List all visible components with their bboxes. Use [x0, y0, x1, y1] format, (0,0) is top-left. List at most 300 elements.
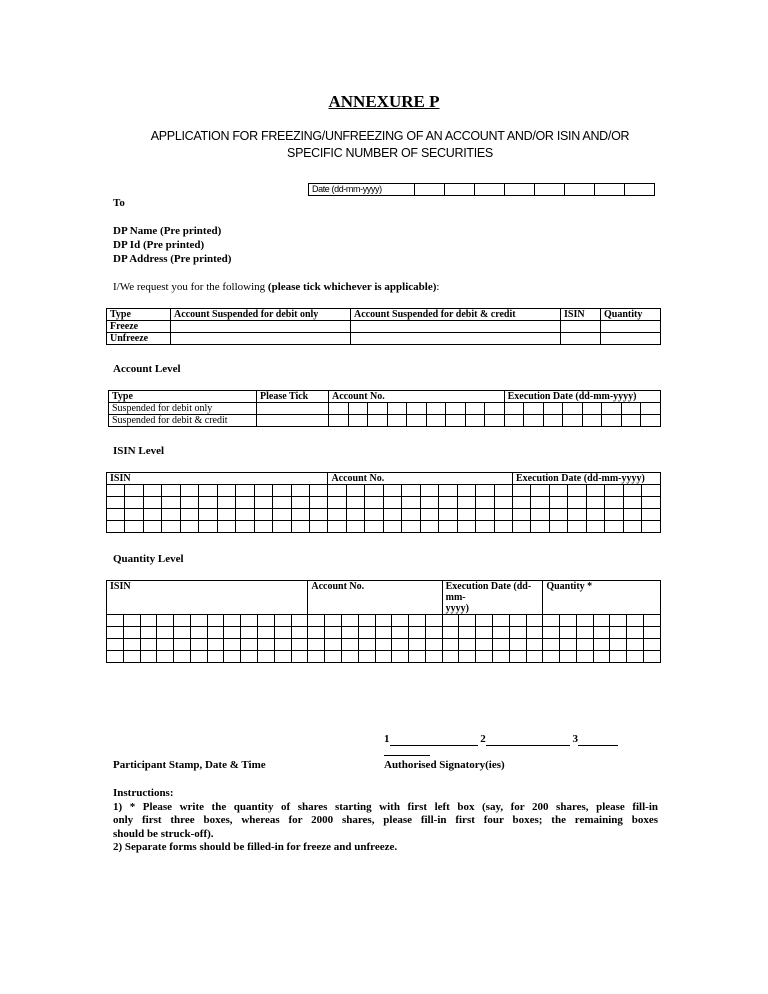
- digit-box[interactable]: [494, 485, 512, 497]
- digit-box[interactable]: [328, 521, 346, 533]
- digit-box[interactable]: [125, 521, 143, 533]
- digit-box[interactable]: [392, 639, 409, 651]
- digit-box[interactable]: [125, 509, 143, 521]
- digit-box[interactable]: [341, 615, 358, 627]
- digit-box[interactable]: [563, 403, 583, 415]
- digit-box[interactable]: [459, 627, 476, 639]
- digit-box[interactable]: [365, 497, 383, 509]
- digit-box[interactable]: [328, 509, 346, 521]
- digit-box[interactable]: [217, 485, 235, 497]
- digit-box[interactable]: [476, 509, 494, 521]
- digit-box[interactable]: [509, 651, 526, 663]
- digit-box[interactable]: [140, 615, 157, 627]
- digit-box[interactable]: [125, 497, 143, 509]
- digit-box[interactable]: [442, 627, 459, 639]
- digit-box[interactable]: [224, 627, 241, 639]
- digit-box[interactable]: [568, 497, 586, 509]
- digit-box[interactable]: [199, 497, 217, 509]
- digit-box[interactable]: [476, 485, 494, 497]
- digit-box[interactable]: [274, 651, 291, 663]
- digit-box[interactable]: [392, 615, 409, 627]
- digit-box[interactable]: [425, 651, 442, 663]
- digit-box[interactable]: [162, 509, 180, 521]
- tick-box[interactable]: [257, 403, 329, 415]
- digit-box[interactable]: [409, 627, 426, 639]
- digit-box[interactable]: [207, 651, 224, 663]
- digit-box[interactable]: [107, 651, 124, 663]
- digit-box[interactable]: [291, 521, 309, 533]
- digit-box[interactable]: [107, 509, 125, 521]
- tick-box[interactable]: [351, 321, 561, 333]
- digit-box[interactable]: [560, 651, 577, 663]
- digit-box[interactable]: [291, 509, 309, 521]
- digit-box[interactable]: [492, 651, 509, 663]
- tick-box[interactable]: [601, 333, 661, 345]
- digit-box[interactable]: [531, 497, 549, 509]
- digit-box[interactable]: [621, 403, 641, 415]
- digit-box[interactable]: [610, 651, 627, 663]
- digit-box[interactable]: [375, 651, 392, 663]
- digit-box[interactable]: [358, 615, 375, 627]
- digit-box[interactable]: [512, 497, 530, 509]
- digit-box[interactable]: [531, 509, 549, 521]
- digit-box[interactable]: [465, 403, 485, 415]
- digit-box[interactable]: [365, 509, 383, 521]
- digit-box[interactable]: [407, 415, 427, 427]
- digit-box[interactable]: [174, 615, 191, 627]
- digit-box[interactable]: [560, 615, 577, 627]
- digit-box[interactable]: [291, 615, 308, 627]
- digit-box[interactable]: [446, 415, 466, 427]
- digit-box[interactable]: [476, 627, 493, 639]
- digit-box[interactable]: [375, 627, 392, 639]
- digit-box[interactable]: [383, 485, 401, 497]
- digit-box[interactable]: [236, 521, 254, 533]
- digit-box[interactable]: [190, 639, 207, 651]
- digit-box[interactable]: [512, 485, 530, 497]
- digit-box[interactable]: [425, 615, 442, 627]
- digit-box[interactable]: [224, 651, 241, 663]
- digit-box[interactable]: [308, 627, 325, 639]
- digit-box[interactable]: [623, 485, 641, 497]
- digit-box[interactable]: [358, 651, 375, 663]
- digit-box[interactable]: [402, 521, 420, 533]
- digit-box[interactable]: [143, 521, 161, 533]
- date-digit-box[interactable]: [445, 184, 475, 196]
- digit-box[interactable]: [328, 485, 346, 497]
- digit-box[interactable]: [143, 485, 161, 497]
- digit-box[interactable]: [568, 509, 586, 521]
- digit-box[interactable]: [494, 509, 512, 521]
- digit-box[interactable]: [190, 627, 207, 639]
- digit-box[interactable]: [402, 497, 420, 509]
- digit-box[interactable]: [273, 497, 291, 509]
- digit-box[interactable]: [610, 615, 627, 627]
- digit-box[interactable]: [180, 497, 198, 509]
- digit-box[interactable]: [383, 521, 401, 533]
- digit-box[interactable]: [308, 639, 325, 651]
- digit-box[interactable]: [627, 627, 644, 639]
- digit-box[interactable]: [509, 639, 526, 651]
- digit-box[interactable]: [526, 639, 543, 651]
- digit-box[interactable]: [273, 485, 291, 497]
- digit-box[interactable]: [236, 497, 254, 509]
- digit-box[interactable]: [504, 415, 524, 427]
- digit-box[interactable]: [512, 509, 530, 521]
- digit-box[interactable]: [258, 639, 275, 651]
- tick-box[interactable]: [561, 321, 601, 333]
- digit-box[interactable]: [236, 485, 254, 497]
- signature-line-1[interactable]: [390, 733, 478, 746]
- digit-box[interactable]: [346, 497, 364, 509]
- digit-box[interactable]: [309, 509, 327, 521]
- digit-box[interactable]: [383, 509, 401, 521]
- digit-box[interactable]: [325, 615, 342, 627]
- digit-box[interactable]: [157, 651, 174, 663]
- digit-box[interactable]: [107, 639, 124, 651]
- digit-box[interactable]: [494, 497, 512, 509]
- digit-box[interactable]: [125, 485, 143, 497]
- digit-box[interactable]: [107, 627, 124, 639]
- digit-box[interactable]: [346, 521, 364, 533]
- digit-box[interactable]: [644, 627, 661, 639]
- digit-box[interactable]: [623, 497, 641, 509]
- digit-box[interactable]: [593, 639, 610, 651]
- date-digit-box[interactable]: [475, 184, 505, 196]
- digit-box[interactable]: [174, 639, 191, 651]
- digit-box[interactable]: [291, 651, 308, 663]
- digit-box[interactable]: [308, 615, 325, 627]
- digit-box[interactable]: [341, 639, 358, 651]
- digit-box[interactable]: [627, 615, 644, 627]
- date-digit-box[interactable]: [595, 184, 625, 196]
- digit-box[interactable]: [439, 521, 457, 533]
- digit-box[interactable]: [107, 497, 125, 509]
- digit-box[interactable]: [309, 521, 327, 533]
- digit-box[interactable]: [459, 639, 476, 651]
- digit-box[interactable]: [348, 403, 368, 415]
- digit-box[interactable]: [426, 415, 446, 427]
- date-digit-box[interactable]: [565, 184, 595, 196]
- digit-box[interactable]: [254, 497, 272, 509]
- digit-box[interactable]: [329, 403, 349, 415]
- digit-box[interactable]: [180, 521, 198, 533]
- digit-box[interactable]: [560, 639, 577, 651]
- digit-box[interactable]: [485, 403, 505, 415]
- digit-box[interactable]: [586, 497, 604, 509]
- digit-box[interactable]: [241, 651, 258, 663]
- digit-box[interactable]: [375, 639, 392, 651]
- digit-box[interactable]: [387, 403, 407, 415]
- digit-box[interactable]: [621, 415, 641, 427]
- digit-box[interactable]: [392, 651, 409, 663]
- digit-box[interactable]: [143, 509, 161, 521]
- digit-box[interactable]: [476, 521, 494, 533]
- date-digit-box[interactable]: [535, 184, 565, 196]
- digit-box[interactable]: [140, 639, 157, 651]
- digit-box[interactable]: [576, 627, 593, 639]
- digit-box[interactable]: [309, 485, 327, 497]
- digit-box[interactable]: [325, 627, 342, 639]
- digit-box[interactable]: [123, 615, 140, 627]
- digit-box[interactable]: [365, 485, 383, 497]
- digit-box[interactable]: [476, 639, 493, 651]
- digit-box[interactable]: [439, 485, 457, 497]
- digit-box[interactable]: [586, 485, 604, 497]
- digit-box[interactable]: [644, 615, 661, 627]
- digit-box[interactable]: [375, 615, 392, 627]
- digit-box[interactable]: [274, 615, 291, 627]
- tick-box[interactable]: [351, 333, 561, 345]
- digit-box[interactable]: [123, 627, 140, 639]
- digit-box[interactable]: [644, 651, 661, 663]
- digit-box[interactable]: [642, 509, 661, 521]
- digit-box[interactable]: [593, 615, 610, 627]
- digit-box[interactable]: [140, 627, 157, 639]
- digit-box[interactable]: [199, 521, 217, 533]
- digit-box[interactable]: [162, 497, 180, 509]
- digit-box[interactable]: [143, 497, 161, 509]
- digit-box[interactable]: [644, 639, 661, 651]
- digit-box[interactable]: [568, 485, 586, 497]
- digit-box[interactable]: [291, 497, 309, 509]
- digit-box[interactable]: [407, 403, 427, 415]
- digit-box[interactable]: [593, 651, 610, 663]
- digit-box[interactable]: [457, 497, 475, 509]
- digit-box[interactable]: [605, 521, 623, 533]
- digit-box[interactable]: [420, 521, 438, 533]
- digit-box[interactable]: [107, 485, 125, 497]
- digit-box[interactable]: [442, 639, 459, 651]
- digit-box[interactable]: [420, 485, 438, 497]
- digit-box[interactable]: [157, 639, 174, 651]
- digit-box[interactable]: [457, 521, 475, 533]
- digit-box[interactable]: [465, 415, 485, 427]
- digit-box[interactable]: [346, 509, 364, 521]
- digit-box[interactable]: [123, 651, 140, 663]
- digit-box[interactable]: [509, 615, 526, 627]
- digit-box[interactable]: [258, 627, 275, 639]
- digit-box[interactable]: [642, 485, 661, 497]
- digit-box[interactable]: [365, 521, 383, 533]
- tick-box[interactable]: [171, 321, 351, 333]
- digit-box[interactable]: [543, 627, 560, 639]
- tick-box[interactable]: [561, 333, 601, 345]
- digit-box[interactable]: [174, 651, 191, 663]
- digit-box[interactable]: [174, 627, 191, 639]
- digit-box[interactable]: [207, 639, 224, 651]
- signature-line-2[interactable]: [486, 733, 570, 746]
- digit-box[interactable]: [485, 415, 505, 427]
- digit-box[interactable]: [348, 415, 368, 427]
- digit-box[interactable]: [492, 627, 509, 639]
- digit-box[interactable]: [162, 521, 180, 533]
- digit-box[interactable]: [190, 615, 207, 627]
- digit-box[interactable]: [409, 651, 426, 663]
- digit-box[interactable]: [217, 509, 235, 521]
- digit-box[interactable]: [368, 403, 388, 415]
- digit-box[interactable]: [492, 615, 509, 627]
- digit-box[interactable]: [442, 615, 459, 627]
- digit-box[interactable]: [426, 403, 446, 415]
- digit-box[interactable]: [560, 627, 577, 639]
- digit-box[interactable]: [224, 615, 241, 627]
- digit-box[interactable]: [420, 509, 438, 521]
- digit-box[interactable]: [254, 509, 272, 521]
- digit-box[interactable]: [582, 403, 602, 415]
- digit-box[interactable]: [180, 485, 198, 497]
- digit-box[interactable]: [459, 651, 476, 663]
- digit-box[interactable]: [190, 651, 207, 663]
- digit-box[interactable]: [308, 651, 325, 663]
- digit-box[interactable]: [207, 627, 224, 639]
- digit-box[interactable]: [492, 639, 509, 651]
- digit-box[interactable]: [254, 485, 272, 497]
- digit-box[interactable]: [531, 521, 549, 533]
- digit-box[interactable]: [563, 415, 583, 427]
- digit-box[interactable]: [457, 485, 475, 497]
- digit-box[interactable]: [241, 627, 258, 639]
- digit-box[interactable]: [199, 509, 217, 521]
- digit-box[interactable]: [549, 485, 567, 497]
- digit-box[interactable]: [476, 651, 493, 663]
- digit-box[interactable]: [236, 509, 254, 521]
- digit-box[interactable]: [140, 651, 157, 663]
- digit-box[interactable]: [576, 615, 593, 627]
- digit-box[interactable]: [329, 415, 349, 427]
- digit-box[interactable]: [341, 627, 358, 639]
- digit-box[interactable]: [291, 639, 308, 651]
- digit-box[interactable]: [549, 521, 567, 533]
- digit-box[interactable]: [217, 497, 235, 509]
- digit-box[interactable]: [274, 639, 291, 651]
- digit-box[interactable]: [157, 615, 174, 627]
- digit-box[interactable]: [180, 509, 198, 521]
- digit-box[interactable]: [457, 509, 475, 521]
- digit-box[interactable]: [610, 627, 627, 639]
- digit-box[interactable]: [627, 651, 644, 663]
- digit-box[interactable]: [162, 485, 180, 497]
- digit-box[interactable]: [274, 627, 291, 639]
- digit-box[interactable]: [568, 521, 586, 533]
- digit-box[interactable]: [402, 485, 420, 497]
- digit-box[interactable]: [526, 627, 543, 639]
- digit-box[interactable]: [512, 521, 530, 533]
- digit-box[interactable]: [627, 639, 644, 651]
- digit-box[interactable]: [524, 403, 544, 415]
- digit-box[interactable]: [623, 509, 641, 521]
- digit-box[interactable]: [476, 497, 494, 509]
- digit-box[interactable]: [582, 415, 602, 427]
- digit-box[interactable]: [610, 639, 627, 651]
- digit-box[interactable]: [291, 485, 309, 497]
- digit-box[interactable]: [641, 415, 661, 427]
- digit-box[interactable]: [199, 485, 217, 497]
- digit-box[interactable]: [476, 615, 493, 627]
- digit-box[interactable]: [346, 485, 364, 497]
- digit-box[interactable]: [157, 627, 174, 639]
- digit-box[interactable]: [459, 615, 476, 627]
- digit-box[interactable]: [602, 403, 622, 415]
- digit-box[interactable]: [409, 639, 426, 651]
- digit-box[interactable]: [602, 415, 622, 427]
- digit-box[interactable]: [526, 615, 543, 627]
- digit-box[interactable]: [328, 497, 346, 509]
- digit-box[interactable]: [494, 521, 512, 533]
- tick-box[interactable]: [257, 415, 329, 427]
- digit-box[interactable]: [358, 639, 375, 651]
- tick-box[interactable]: [171, 333, 351, 345]
- digit-box[interactable]: [107, 521, 125, 533]
- digit-box[interactable]: [392, 627, 409, 639]
- digit-box[interactable]: [543, 639, 560, 651]
- digit-box[interactable]: [446, 403, 466, 415]
- digit-box[interactable]: [623, 521, 641, 533]
- digit-box[interactable]: [543, 615, 560, 627]
- digit-box[interactable]: [383, 497, 401, 509]
- digit-box[interactable]: [509, 627, 526, 639]
- digit-box[interactable]: [107, 615, 124, 627]
- digit-box[interactable]: [402, 509, 420, 521]
- digit-box[interactable]: [549, 509, 567, 521]
- digit-box[interactable]: [524, 415, 544, 427]
- digit-box[interactable]: [420, 497, 438, 509]
- digit-box[interactable]: [258, 615, 275, 627]
- digit-box[interactable]: [217, 521, 235, 533]
- digit-box[interactable]: [224, 639, 241, 651]
- digit-box[interactable]: [258, 651, 275, 663]
- digit-box[interactable]: [642, 521, 661, 533]
- date-digit-box[interactable]: [505, 184, 535, 196]
- digit-box[interactable]: [123, 639, 140, 651]
- date-digit-box[interactable]: [625, 184, 655, 196]
- digit-box[interactable]: [241, 639, 258, 651]
- digit-box[interactable]: [642, 497, 661, 509]
- digit-box[interactable]: [358, 627, 375, 639]
- digit-box[interactable]: [207, 615, 224, 627]
- signature-line-3[interactable]: [578, 733, 618, 746]
- digit-box[interactable]: [291, 627, 308, 639]
- digit-box[interactable]: [586, 509, 604, 521]
- digit-box[interactable]: [576, 651, 593, 663]
- digit-box[interactable]: [605, 497, 623, 509]
- digit-box[interactable]: [387, 415, 407, 427]
- digit-box[interactable]: [273, 521, 291, 533]
- digit-box[interactable]: [605, 509, 623, 521]
- digit-box[interactable]: [368, 415, 388, 427]
- digit-box[interactable]: [605, 485, 623, 497]
- digit-box[interactable]: [439, 509, 457, 521]
- digit-box[interactable]: [531, 485, 549, 497]
- digit-box[interactable]: [593, 627, 610, 639]
- digit-box[interactable]: [439, 497, 457, 509]
- digit-box[interactable]: [309, 497, 327, 509]
- digit-box[interactable]: [641, 403, 661, 415]
- digit-box[interactable]: [273, 509, 291, 521]
- tick-box[interactable]: [601, 321, 661, 333]
- digit-box[interactable]: [549, 497, 567, 509]
- digit-box[interactable]: [543, 403, 563, 415]
- digit-box[interactable]: [325, 639, 342, 651]
- digit-box[interactable]: [425, 639, 442, 651]
- digit-box[interactable]: [543, 415, 563, 427]
- digit-box[interactable]: [543, 651, 560, 663]
- date-digit-box[interactable]: [415, 184, 445, 196]
- digit-box[interactable]: [504, 403, 524, 415]
- digit-box[interactable]: [341, 651, 358, 663]
- digit-box[interactable]: [576, 639, 593, 651]
- digit-box[interactable]: [325, 651, 342, 663]
